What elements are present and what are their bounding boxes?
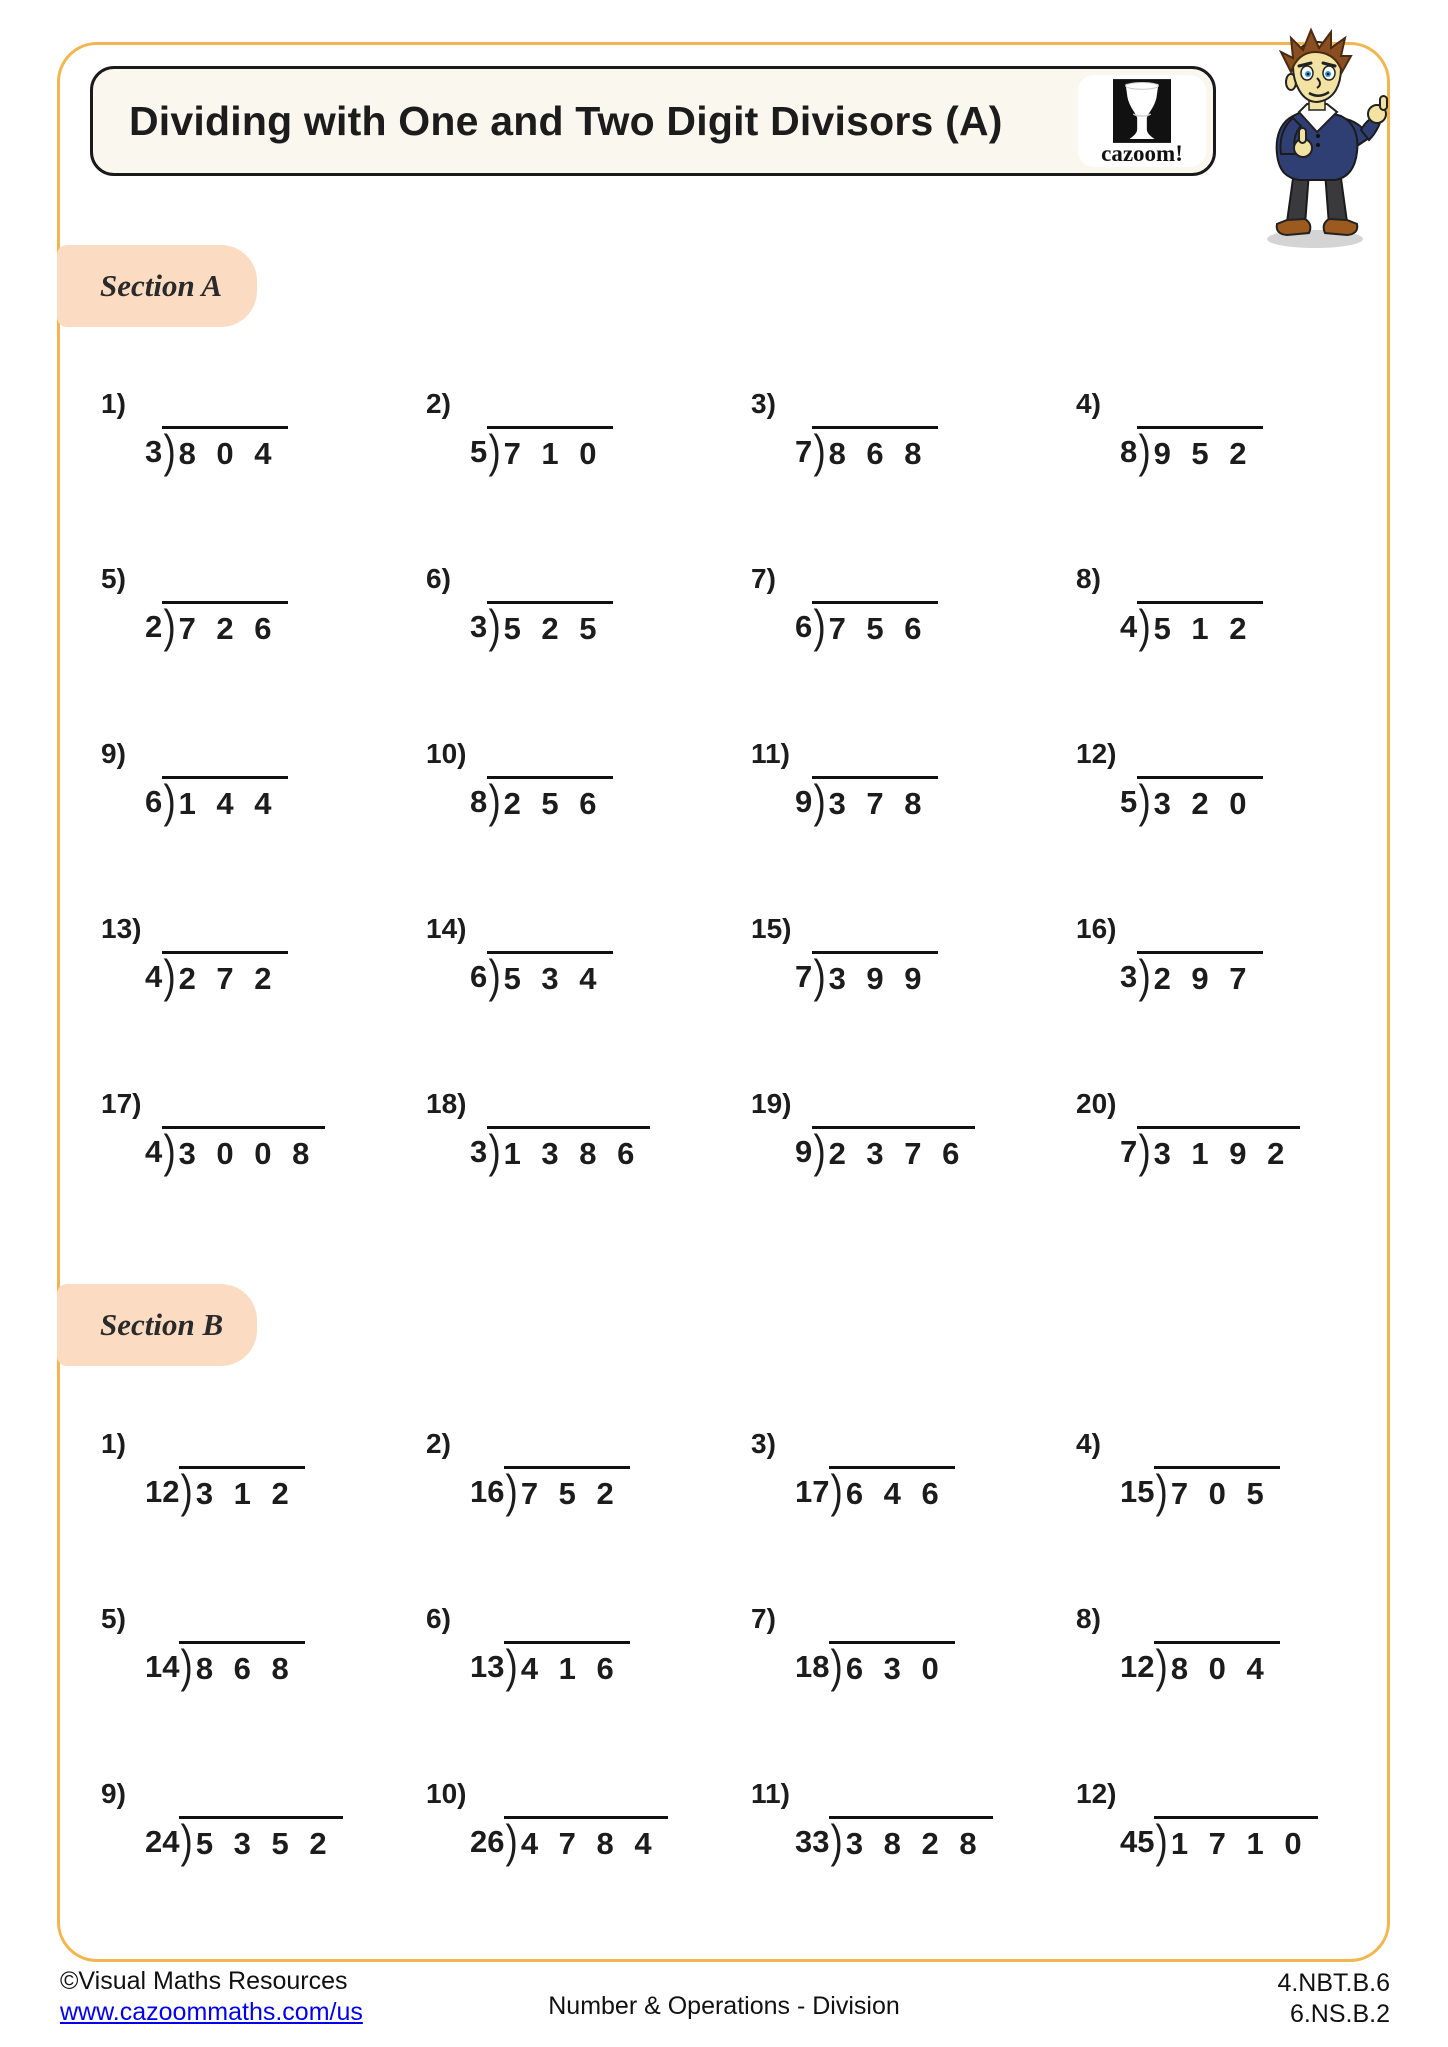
division-vinculum xyxy=(1137,600,1262,652)
dividend: 7 5 6 xyxy=(828,611,928,646)
divisor: 12 xyxy=(1120,1649,1155,1684)
divisor: 2 xyxy=(145,609,163,644)
division-vinculum xyxy=(487,775,612,827)
division-problem xyxy=(1070,1088,1395,1177)
division-expression xyxy=(795,1640,955,1692)
division-problem xyxy=(95,1603,420,1692)
division-vinculum xyxy=(162,1125,325,1177)
problem-number: 9) xyxy=(101,738,126,769)
division-bracket-icon: ) xyxy=(1138,600,1152,652)
dividend: 3 1 2 xyxy=(195,1476,295,1511)
division-expression xyxy=(795,600,938,652)
division-expression xyxy=(145,1640,305,1692)
division-expression xyxy=(470,1815,668,1867)
problem-number: 5) xyxy=(101,563,126,594)
division-problem xyxy=(1070,738,1395,827)
divisor: 13 xyxy=(470,1649,505,1684)
division-bracket-icon: ) xyxy=(163,600,177,652)
division-expression xyxy=(1120,1815,1318,1867)
division-expression xyxy=(145,775,288,827)
divisor: 5 xyxy=(1120,784,1138,819)
division-vinculum xyxy=(162,425,287,477)
division-expression xyxy=(1120,600,1263,652)
divisor: 17 xyxy=(795,1474,830,1509)
divisor: 6 xyxy=(470,959,488,994)
dividend: 8 6 8 xyxy=(828,436,928,471)
drum-icon xyxy=(1113,79,1171,143)
division-vinculum xyxy=(1154,1815,1317,1867)
division-expression xyxy=(470,775,613,827)
division-problem xyxy=(95,563,420,652)
divisor: 7 xyxy=(795,434,813,469)
division-bracket-icon: ) xyxy=(181,1815,194,1867)
division-expression xyxy=(795,950,938,1002)
section-a-header xyxy=(57,245,257,327)
division-vinculum xyxy=(812,425,937,477)
dividend: 3 9 9 xyxy=(828,961,928,996)
division-bracket-icon: ) xyxy=(1156,1815,1169,1867)
division-bracket-icon: ) xyxy=(1138,775,1152,827)
section-b-header xyxy=(57,1284,257,1366)
division-bracket-icon: ) xyxy=(831,1465,844,1517)
division-vinculum xyxy=(179,1640,304,1692)
division-expression xyxy=(470,425,613,477)
problem-number: 18) xyxy=(426,1088,467,1119)
section-b-label: Section B xyxy=(100,1307,224,1342)
divisor: 4 xyxy=(145,959,163,994)
division-problem xyxy=(420,913,745,1002)
division-vinculum xyxy=(487,425,612,477)
problem-number: 7) xyxy=(751,1603,776,1634)
division-expression xyxy=(1120,425,1263,477)
division-expression xyxy=(470,950,613,1002)
divisor: 16 xyxy=(470,1474,505,1509)
footer-topic: Number & Operations - Division xyxy=(548,1992,900,2020)
division-problem xyxy=(745,738,1070,827)
division-expression xyxy=(145,1815,343,1867)
problem-number: 11) xyxy=(751,738,790,769)
dividend: 3 2 0 xyxy=(1153,786,1253,821)
problem-number: 13) xyxy=(101,913,142,944)
dividend: 1 7 1 0 xyxy=(1170,1826,1308,1861)
division-expression xyxy=(795,1125,975,1177)
problem-number: 16) xyxy=(1076,913,1117,944)
footer-standards xyxy=(1277,1968,1390,2030)
division-expression xyxy=(795,775,938,827)
dividend: 7 2 6 xyxy=(178,611,278,646)
division-expression xyxy=(1120,775,1263,827)
division-vinculum xyxy=(487,950,612,1002)
divisor: 33 xyxy=(795,1824,830,1859)
division-problem xyxy=(420,1088,745,1177)
problem-number: 11) xyxy=(751,1778,790,1809)
divisor: 4 xyxy=(1120,609,1138,644)
problem-number: 15) xyxy=(751,913,792,944)
division-expression xyxy=(145,425,288,477)
dividend: 8 0 4 xyxy=(1170,1651,1270,1686)
problem-number: 4) xyxy=(1076,388,1101,419)
division-problem xyxy=(745,1428,1070,1517)
section-a-label: Section A xyxy=(100,268,223,303)
division-bracket-icon: ) xyxy=(488,950,502,1002)
division-bracket-icon: ) xyxy=(506,1815,519,1867)
division-vinculum xyxy=(1137,425,1262,477)
division-vinculum xyxy=(162,775,287,827)
division-problem xyxy=(745,1088,1070,1177)
divisor: 7 xyxy=(795,959,813,994)
division-problem xyxy=(420,388,745,477)
division-vinculum xyxy=(504,1465,629,1517)
division-problem xyxy=(1070,1603,1395,1692)
logo-text: cazoom! xyxy=(1101,141,1183,166)
problem-number: 6) xyxy=(426,1603,451,1634)
division-bracket-icon: ) xyxy=(1138,950,1152,1002)
division-vinculum xyxy=(829,1640,954,1692)
problem-number: 17) xyxy=(101,1088,142,1119)
problem-number: 12) xyxy=(1076,1778,1117,1809)
dividend: 8 0 4 xyxy=(178,436,278,471)
mascot-character xyxy=(1232,26,1402,256)
division-vinculum xyxy=(1137,950,1262,1002)
dividend: 4 1 6 xyxy=(520,1651,620,1686)
logo-box xyxy=(1078,75,1206,167)
division-problem xyxy=(95,738,420,827)
division-bracket-icon: ) xyxy=(831,1815,844,1867)
division-problem xyxy=(745,388,1070,477)
division-bracket-icon: ) xyxy=(181,1465,194,1517)
problem-number: 4) xyxy=(1076,1428,1101,1459)
division-problem xyxy=(1070,1778,1395,1867)
dividend: 4 7 8 4 xyxy=(520,1826,658,1861)
divisor: 14 xyxy=(145,1649,180,1684)
division-expression xyxy=(1120,950,1263,1002)
problem-number: 10) xyxy=(426,738,467,769)
dividend: 5 2 5 xyxy=(503,611,603,646)
problem-number: 2) xyxy=(426,388,451,419)
division-vinculum xyxy=(179,1465,304,1517)
problem-number: 12) xyxy=(1076,738,1117,769)
divisor: 8 xyxy=(470,784,488,819)
divisor: 3 xyxy=(470,609,488,644)
dividend: 3 1 9 2 xyxy=(1153,1136,1291,1171)
division-bracket-icon: ) xyxy=(181,1640,194,1692)
dividend: 3 8 2 8 xyxy=(845,1826,983,1861)
division-bracket-icon: ) xyxy=(813,775,827,827)
divisor: 3 xyxy=(470,1134,488,1169)
division-vinculum xyxy=(812,600,937,652)
division-vinculum xyxy=(1137,1125,1300,1177)
division-bracket-icon: ) xyxy=(506,1640,519,1692)
division-problem xyxy=(745,563,1070,652)
problem-number: 3) xyxy=(751,388,776,419)
division-vinculum xyxy=(487,600,612,652)
division-problem xyxy=(745,1778,1070,1867)
division-vinculum xyxy=(1154,1465,1279,1517)
division-problem xyxy=(420,738,745,827)
problem-number: 3) xyxy=(751,1428,776,1459)
division-bracket-icon: ) xyxy=(163,1125,177,1177)
problem-number: 19) xyxy=(751,1088,792,1119)
divisor: 8 xyxy=(1120,434,1138,469)
division-vinculum xyxy=(487,1125,650,1177)
divisor: 26 xyxy=(470,1824,505,1859)
division-expression xyxy=(145,950,288,1002)
website-link[interactable]: www.cazoommaths.com/us xyxy=(60,1998,363,2026)
problem-number: 6) xyxy=(426,563,451,594)
division-vinculum xyxy=(504,1640,629,1692)
divisor: 3 xyxy=(1120,959,1138,994)
divisor: 18 xyxy=(795,1649,830,1684)
division-expression xyxy=(470,600,613,652)
divisor: 12 xyxy=(145,1474,180,1509)
problem-number: 1) xyxy=(101,1428,126,1459)
division-expression xyxy=(145,1465,305,1517)
division-vinculum xyxy=(812,1125,975,1177)
division-problem xyxy=(420,1603,745,1692)
division-problem xyxy=(1070,1428,1395,1517)
division-expression xyxy=(145,600,288,652)
division-bracket-icon: ) xyxy=(1156,1465,1169,1517)
dividend: 2 9 7 xyxy=(1153,961,1253,996)
divisor: 6 xyxy=(795,609,813,644)
division-vinculum xyxy=(162,950,287,1002)
division-bracket-icon: ) xyxy=(813,600,827,652)
division-problem xyxy=(1070,563,1395,652)
problem-number: 10) xyxy=(426,1778,467,1809)
division-vinculum xyxy=(812,950,937,1002)
dividend: 5 1 2 xyxy=(1153,611,1253,646)
divisor: 6 xyxy=(145,784,163,819)
division-expression xyxy=(470,1465,630,1517)
dividend: 1 3 8 6 xyxy=(503,1136,641,1171)
dividend: 3 0 0 8 xyxy=(178,1136,316,1171)
dividend: 7 5 2 xyxy=(520,1476,620,1511)
division-problem xyxy=(420,1428,745,1517)
divisor: 3 xyxy=(145,434,163,469)
divisor: 24 xyxy=(145,1824,180,1859)
title-box xyxy=(90,66,1216,176)
problem-number: 1) xyxy=(101,388,126,419)
division-bracket-icon: ) xyxy=(163,950,177,1002)
dividend: 9 5 2 xyxy=(1153,436,1253,471)
standard-code-2: 6.NS.B.2 xyxy=(1289,2000,1390,2028)
division-bracket-icon: ) xyxy=(163,425,177,477)
problem-number: 8) xyxy=(1076,563,1101,594)
divisor: 45 xyxy=(1120,1824,1155,1859)
division-vinculum xyxy=(1154,1640,1279,1692)
division-bracket-icon: ) xyxy=(488,775,502,827)
divisor: 7 xyxy=(1120,1134,1138,1169)
division-expression xyxy=(145,1125,325,1177)
division-bracket-icon: ) xyxy=(1138,1125,1152,1177)
division-bracket-icon: ) xyxy=(506,1465,519,1517)
dividend: 7 1 0 xyxy=(503,436,603,471)
division-problem xyxy=(420,1778,745,1867)
division-expression xyxy=(470,1125,650,1177)
division-bracket-icon: ) xyxy=(831,1640,844,1692)
division-bracket-icon: ) xyxy=(1156,1640,1169,1692)
problem-number: 9) xyxy=(101,1778,126,1809)
divisor: 4 xyxy=(145,1134,163,1169)
division-problem xyxy=(1070,913,1395,1002)
division-vinculum xyxy=(829,1465,954,1517)
division-problem xyxy=(95,913,420,1002)
dividend: 7 0 5 xyxy=(1170,1476,1270,1511)
section-b-problems-grid xyxy=(95,1428,1395,1867)
division-vinculum xyxy=(829,1815,992,1867)
copyright-text: ©Visual Maths Resources xyxy=(60,1967,348,1995)
division-problem xyxy=(95,1088,420,1177)
dividend: 2 7 2 xyxy=(178,961,278,996)
section-a-problems-grid xyxy=(95,388,1395,1177)
division-bracket-icon: ) xyxy=(488,1125,502,1177)
dividend: 6 3 0 xyxy=(845,1651,945,1686)
division-problem xyxy=(420,563,745,652)
division-expression xyxy=(795,1465,955,1517)
problem-number: 14) xyxy=(426,913,467,944)
divisor: 5 xyxy=(470,434,488,469)
divisor: 9 xyxy=(795,1134,813,1169)
standard-code-1: 4.NBT.B.6 xyxy=(1277,1969,1390,1997)
divisor: 15 xyxy=(1120,1474,1155,1509)
division-expression xyxy=(1120,1465,1280,1517)
division-bracket-icon: ) xyxy=(488,425,502,477)
dividend: 2 5 6 xyxy=(503,786,603,821)
division-bracket-icon: ) xyxy=(813,1125,827,1177)
division-bracket-icon: ) xyxy=(813,425,827,477)
division-problem xyxy=(95,1428,420,1517)
problem-number: 20) xyxy=(1076,1088,1117,1119)
division-problem xyxy=(1070,388,1395,477)
problem-number: 7) xyxy=(751,563,776,594)
division-problem xyxy=(95,388,420,477)
division-expression xyxy=(1120,1125,1300,1177)
division-bracket-icon: ) xyxy=(1138,425,1152,477)
division-vinculum xyxy=(162,600,287,652)
division-expression xyxy=(795,425,938,477)
problem-number: 2) xyxy=(426,1428,451,1459)
division-vinculum xyxy=(504,1815,667,1867)
division-vinculum xyxy=(179,1815,342,1867)
division-expression xyxy=(795,1815,993,1867)
division-bracket-icon: ) xyxy=(813,950,827,1002)
dividend: 1 4 4 xyxy=(178,786,278,821)
problem-number: 8) xyxy=(1076,1603,1101,1634)
division-problem xyxy=(745,1603,1070,1692)
dividend: 3 7 8 xyxy=(828,786,928,821)
dividend: 5 3 4 xyxy=(503,961,603,996)
division-vinculum xyxy=(812,775,937,827)
division-vinculum xyxy=(1137,775,1262,827)
divisor: 9 xyxy=(795,784,813,819)
division-problem xyxy=(95,1778,420,1867)
division-expression xyxy=(470,1640,630,1692)
dividend: 6 4 6 xyxy=(845,1476,945,1511)
division-bracket-icon: ) xyxy=(163,775,177,827)
division-expression xyxy=(1120,1640,1280,1692)
division-problem xyxy=(745,913,1070,1002)
dividend: 5 3 5 2 xyxy=(195,1826,333,1861)
dividend: 2 3 7 6 xyxy=(828,1136,966,1171)
problem-number: 5) xyxy=(101,1603,126,1634)
dividend: 8 6 8 xyxy=(195,1651,295,1686)
page-title: Dividing with One and Two Digit Divisors (A) xyxy=(129,97,1003,144)
division-bracket-icon: ) xyxy=(488,600,502,652)
